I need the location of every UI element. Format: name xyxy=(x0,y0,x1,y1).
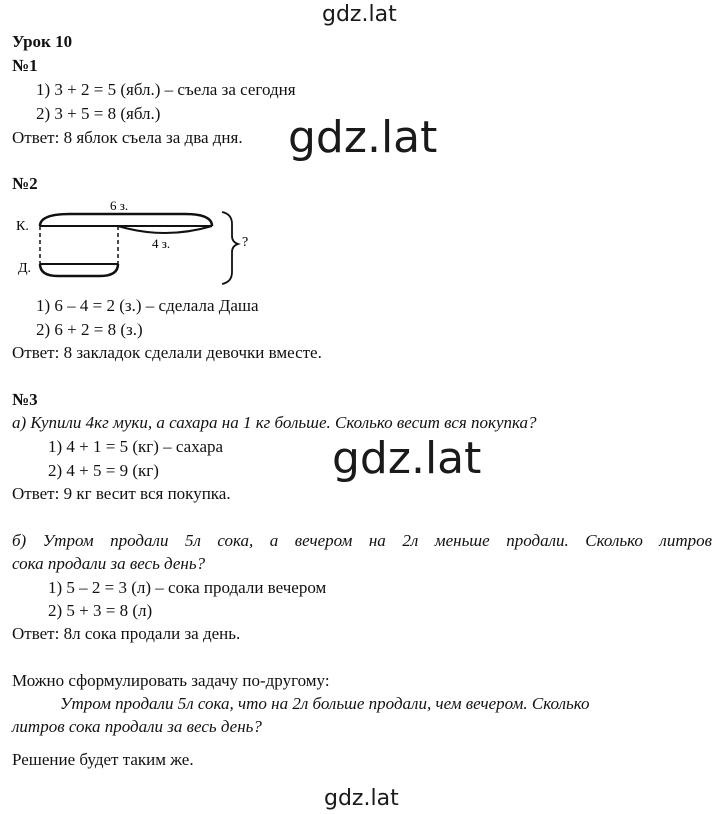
diagram-label-k: К. xyxy=(16,219,29,234)
task3a-step2: 2) 4 + 5 = 9 (кг) xyxy=(48,461,159,480)
task3b-problem-line2: сока продали за весь день? xyxy=(12,554,206,573)
diagram-label-d: Д. xyxy=(18,261,32,276)
task1-number: №1 xyxy=(12,56,38,75)
diagram-arc-difference xyxy=(118,226,212,233)
task3a-answer: Ответ: 9 кг весит вся покупка. xyxy=(12,484,231,503)
task3-number: №3 xyxy=(12,390,38,409)
alt-intro: Можно сформулировать задачу по-другому: xyxy=(12,671,330,690)
task1-step1: 1) 3 + 2 = 5 (ябл.) – съела за сегодня xyxy=(36,80,296,99)
diagram-label-4: 4 з. xyxy=(152,236,171,251)
task2-segment-diagram xyxy=(0,192,280,292)
lesson-title: Урок 10 xyxy=(12,32,73,51)
task3b-step2: 2) 5 + 3 = 8 (л) xyxy=(48,601,153,620)
task3b-problem-line1: б) Утром продали 5л сока, а вечером на 2л меньше продали. Сколько литров xyxy=(12,531,712,550)
task2-number: №2 xyxy=(12,174,38,193)
watermark-bottom: gdz.lat xyxy=(324,786,399,811)
watermark-middle-2: gdz.lat xyxy=(332,433,482,484)
task1-step2: 2) 3 + 5 = 8 (ябл.) xyxy=(36,104,161,123)
alt-problem-line1: Утром продали 5л сока, что на 2л больше продали, чем вечером. Сколько xyxy=(60,694,590,713)
diagram-bracket xyxy=(222,212,238,284)
task3a-problem: а) Купили 4кг муки, а сахара на 1 кг больше. Сколько весит вся покупка? xyxy=(12,413,537,432)
diagram-arc-katya-top xyxy=(40,214,212,226)
task3b-answer: Ответ: 8л сока продали за день. xyxy=(12,624,241,643)
task2-step1: 1) 6 – 4 = 2 (з.) – сделала Даша xyxy=(36,296,259,315)
task2-answer: Ответ: 8 закладок сделали девочки вместе. xyxy=(12,343,322,362)
alt-problem-line2: литров сока продали за весь день? xyxy=(12,717,262,736)
task3a-step1: 1) 4 + 1 = 5 (кг) – сахара xyxy=(48,437,224,456)
conclusion: Решение будет таким же. xyxy=(12,750,194,769)
task1-answer: Ответ: 8 яблок съела за два дня. xyxy=(12,128,243,147)
diagram-label-question: ? xyxy=(242,235,249,250)
diagram-label-6: 6 з. xyxy=(110,198,129,213)
diagram-arc-dasha xyxy=(40,264,118,276)
watermark-top: gdz.lat xyxy=(322,2,397,27)
watermark-middle-1: gdz.lat xyxy=(288,112,438,163)
task2-step2: 2) 6 + 2 = 8 (з.) xyxy=(36,320,143,339)
task3b-step1: 1) 5 – 2 = 3 (л) – сока продали вечером xyxy=(48,578,327,597)
